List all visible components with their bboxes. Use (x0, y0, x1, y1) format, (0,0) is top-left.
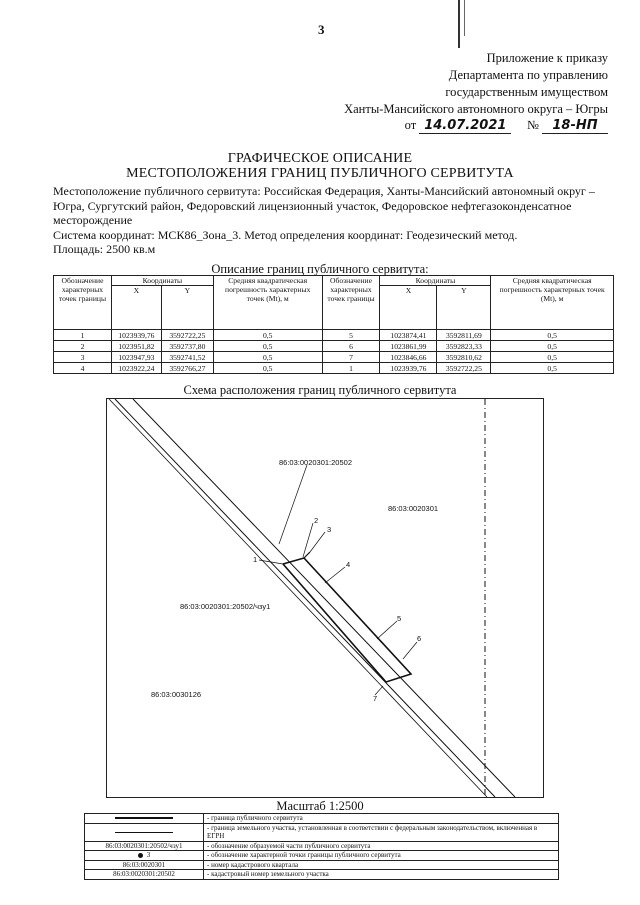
quarter-label: 86:03:0030126 (151, 690, 202, 699)
cell: 6 (322, 341, 380, 352)
header-y: Y (161, 286, 213, 330)
cell: 1023846,66 (380, 352, 437, 363)
cell: 3 (54, 352, 112, 363)
header-x: X (380, 286, 437, 330)
header-coords: Координаты (111, 276, 213, 286)
servitude-part-label: 86:03:0020301:20502/чзу1 (180, 602, 271, 611)
point-label: 2 (314, 516, 319, 525)
cell: 1023874,41 (380, 330, 437, 341)
header-error: Средняя квадратическая погрешность характерных точек (Mt), м (213, 276, 322, 330)
leader-line (303, 523, 313, 557)
scan-artifact (464, 0, 465, 36)
cell: 7 (322, 352, 380, 363)
legend-text: - обозначение образуемой части публичного сервитута (204, 841, 559, 851)
table-title: Описание границ публичного сервитута: (211, 262, 429, 276)
parcel-line-icon (115, 832, 173, 833)
point-label: 4 (346, 560, 351, 569)
servitude-boundary (304, 552, 310, 558)
coordinates-table (53, 275, 614, 374)
legend-text: - граница земельного участка, установленная в соответствии с федеральным законодательством, включенная в ЕГРН (204, 823, 559, 841)
number-prefix: № (526, 118, 539, 132)
appendix-line: Приложение к приказу (486, 51, 608, 65)
cell: 5 (322, 330, 380, 341)
legend-text: - обозначение характерной точки границы публичного сервитута (204, 851, 559, 861)
order-date-number (405, 118, 608, 134)
legend-row (85, 860, 559, 870)
legend-symbol: 86:03:0020301:20502/чзу1 (85, 841, 204, 851)
servitude-line-icon (115, 817, 173, 819)
doc-title-line2: МЕСТОПОЛОЖЕНИЯ ГРАНИЦ ПУБЛИЧНОГО СЕРВИТУТА (126, 166, 514, 181)
scheme-title: Схема расположения границ публичного сервитута (183, 383, 457, 397)
header-x: X (111, 286, 161, 330)
leader-line (377, 621, 397, 639)
point-label: 7 (373, 694, 378, 703)
legend-row (85, 851, 559, 861)
scheme-map (106, 398, 544, 798)
legend-symbol (85, 814, 204, 824)
area-text: Площадь: 2500 кв.м (53, 242, 156, 256)
cell: 3592722,25 (161, 330, 213, 341)
page-number: 3 (318, 22, 325, 37)
cell: 1023861,99 (380, 341, 437, 352)
table-row (54, 341, 614, 352)
cell: 1 (322, 363, 380, 374)
cell: 3592823,33 (437, 341, 491, 352)
cell: 0,5 (213, 363, 322, 374)
cell: 0,5 (491, 330, 614, 341)
legend-row (85, 870, 559, 880)
appendix-line: Ханты-Мансийского автономного округа – Югры (344, 102, 608, 116)
cell: 0,5 (491, 363, 614, 374)
quarter-label: 86:03:0020301 (388, 504, 439, 513)
description-block (53, 184, 613, 257)
cell: 0,5 (213, 352, 322, 363)
cell: 1023939,76 (380, 363, 437, 374)
cell: 0,5 (491, 341, 614, 352)
legend-row (85, 814, 559, 824)
legend-point-number: 3 (146, 851, 151, 859)
cell: 1023947,93 (111, 352, 161, 363)
leader-line (259, 560, 283, 564)
date-prefix: от (404, 118, 417, 132)
leader-line (279, 465, 307, 544)
doc-title-line1: ГРАФИЧЕСКОЕ ОПИСАНИЕ (227, 151, 413, 166)
appendix-block (344, 50, 608, 118)
parcel-label: 86:03:0020301:20502 (279, 458, 352, 467)
cell: 1023951,82 (111, 341, 161, 352)
appendix-line: Департамента по управлению (448, 68, 608, 82)
cell: 1023922,24 (111, 363, 161, 374)
legend-text: - кадастровый номер земельного участка (204, 870, 559, 880)
header-point: Обозначение характерных точек границы (322, 276, 380, 330)
scan-artifact (458, 0, 460, 48)
point-dot-icon (138, 853, 143, 858)
legend-row (85, 823, 559, 841)
legend-row (85, 841, 559, 851)
cell: 1 (54, 330, 112, 341)
cell: 1023939,76 (111, 330, 161, 341)
header-error: Средняя квадратическая погрешность характерных точек (Mt), м (491, 276, 614, 330)
cell: 3592810,62 (437, 352, 491, 363)
cell: 0,5 (213, 330, 322, 341)
point-label: 5 (397, 614, 402, 623)
header-y: Y (437, 286, 491, 330)
leader-line (310, 532, 325, 552)
point-label: 3 (327, 525, 332, 534)
cell: 3592722,25 (437, 363, 491, 374)
cell: 0,5 (213, 341, 322, 352)
cell: 3592766,27 (161, 363, 213, 374)
appendix-line: государственным имуществом (445, 85, 608, 99)
header-coords: Координаты (380, 276, 491, 286)
order-number: 18-НП (542, 118, 608, 134)
table-row (54, 363, 614, 374)
legend-symbol (85, 851, 204, 861)
cell: 3592737,80 (161, 341, 213, 352)
legend-symbol (85, 823, 204, 841)
cell: 2 (54, 341, 112, 352)
point-label: 1 (253, 555, 258, 564)
table-row (54, 352, 614, 363)
legend-text: - граница публичного сервитута (204, 814, 559, 824)
order-date: 14.07.2021 (419, 118, 511, 134)
legend-symbol: 86:03:0020301:20502 (85, 870, 204, 880)
cell: 4 (54, 363, 112, 374)
table-row (54, 330, 614, 341)
cell: 3592811,69 (437, 330, 491, 341)
location-text: Местоположение публичного сервитута: Российская Федерация, Ханты-Мансийский автономный округ – Югра, Сургутский район, Федоровский лицензионный участок, Федоровское нефтегазоконденсатное месторождение (53, 184, 595, 227)
cell: 3592741,52 (161, 352, 213, 363)
servitude-boundary (283, 558, 411, 682)
scale-label: Масштаб 1:2500 (276, 799, 364, 813)
legend-table (84, 813, 559, 880)
point-label: 6 (417, 634, 422, 643)
legend-text: - номер кадастрового квартала (204, 860, 559, 870)
cell: 0,5 (491, 352, 614, 363)
leader-line (403, 642, 417, 659)
coord-system-text: Система координат: МСК86_Зона_3. Метод определения координат: Геодезический метод. (53, 227, 518, 242)
header-point: Обозначение характерных точек границы (54, 276, 112, 330)
legend-symbol: 86:03:0020301 (85, 860, 204, 870)
leader-line (325, 567, 345, 583)
scheme-drawing (107, 399, 543, 797)
